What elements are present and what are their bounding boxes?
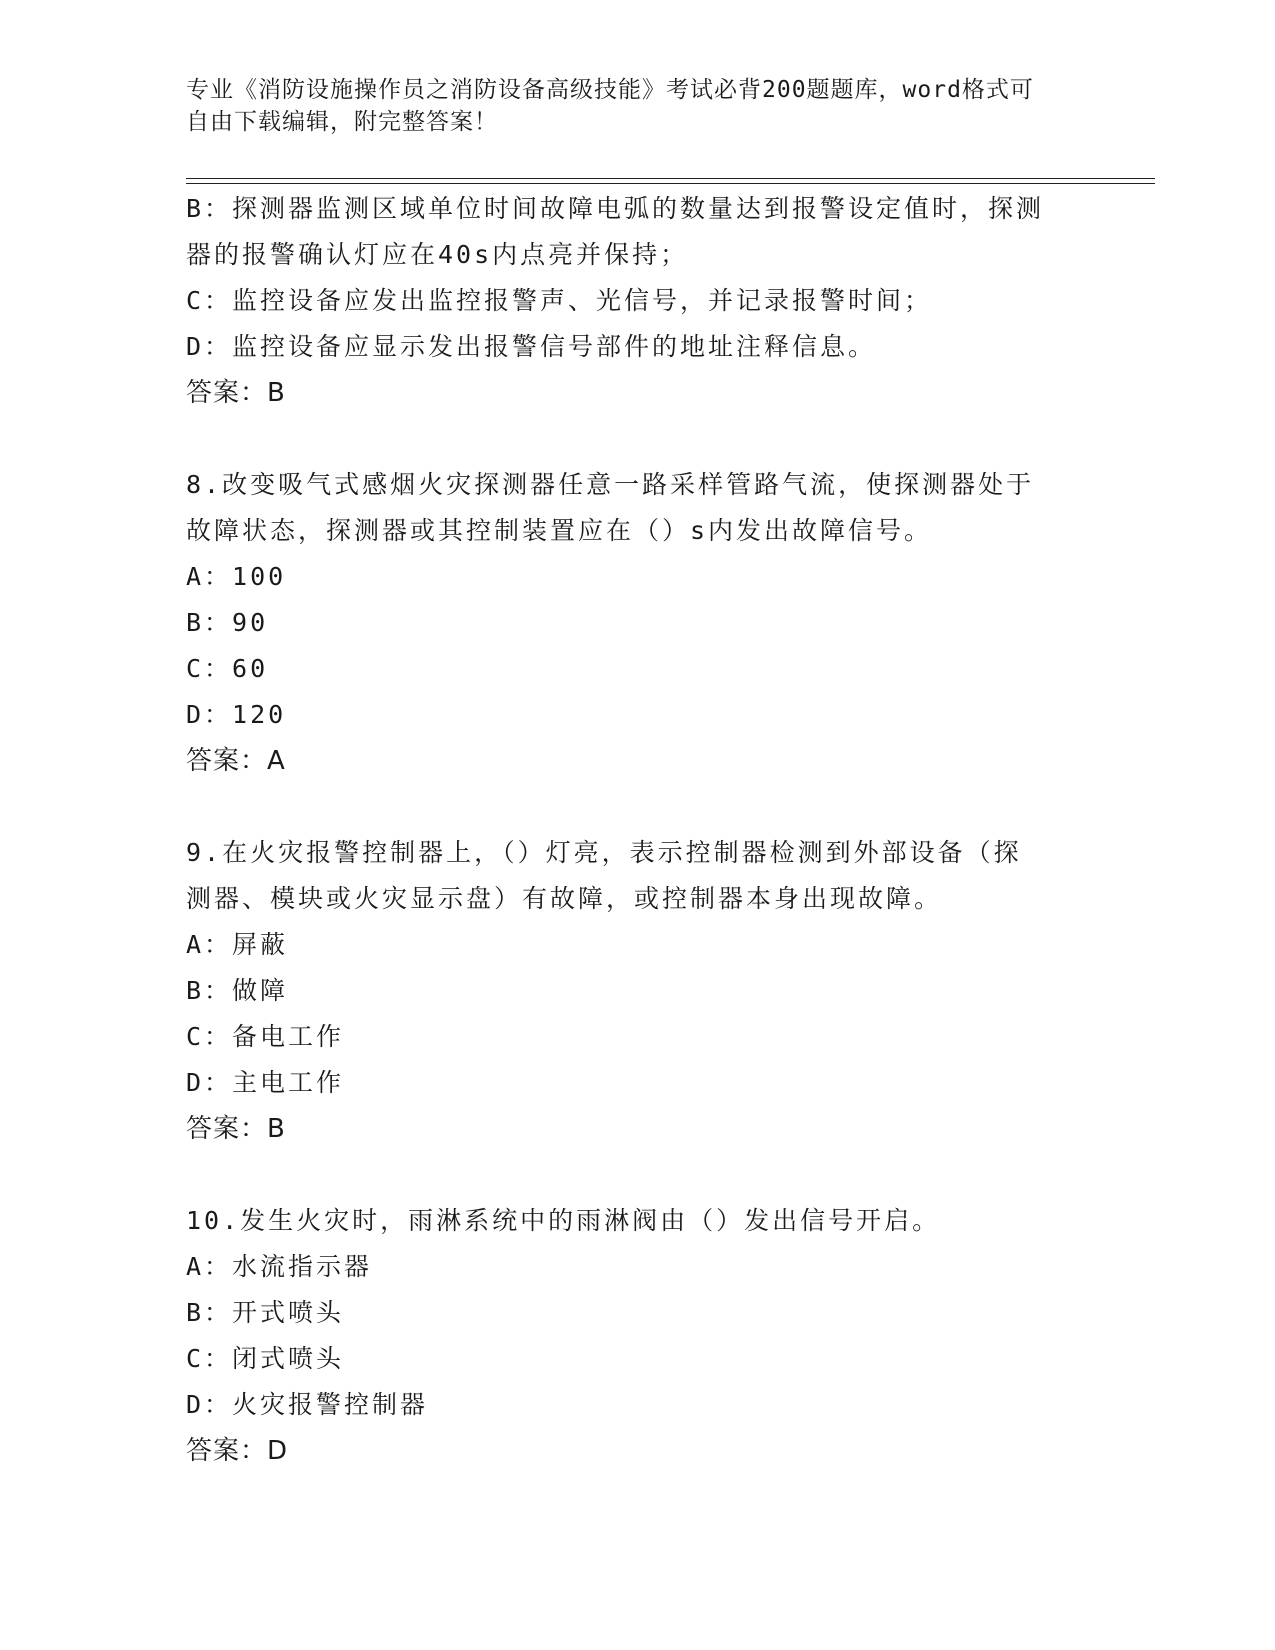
question-stem-line-1: 9.在火灾报警控制器上，（）灯亮，表示控制器检测到外部设备（探 — [186, 838, 1022, 867]
option-b-line-1: B：探测器监测区域单位时间故障电弧的数量达到报警设定值时，探测 — [186, 194, 1045, 223]
spacer — [186, 784, 1146, 830]
option-b-line-2: 器的报警确认灯应在40s内点亮并保持； — [186, 240, 689, 269]
spacer — [186, 1152, 1146, 1198]
answer: 答案：D — [186, 1436, 289, 1466]
spacer — [186, 416, 1146, 462]
option-d: D：120 — [186, 700, 287, 729]
option-a: A：水流指示器 — [186, 1252, 373, 1281]
option-a: A：100 — [186, 562, 287, 591]
option-b: B：做障 — [186, 976, 289, 1005]
header-divider-bottom — [186, 183, 1155, 184]
document-header — [186, 74, 1086, 138]
option-c: C：备电工作 — [186, 1022, 345, 1051]
answer: 答案：B — [186, 1114, 286, 1144]
question-8 — [186, 462, 1146, 784]
question-stem-line-1: 10.发生火灾时，雨淋系统中的雨淋阀由（）发出信号开启。 — [186, 1206, 941, 1235]
answer: 答案：B — [186, 378, 286, 408]
option-c: C：60 — [186, 654, 269, 683]
question-9 — [186, 830, 1146, 1152]
option-d: D：火灾报警控制器 — [186, 1390, 429, 1419]
header-line-1: 专业《消防设施操作员之消防设备高级技能》考试必背200题题库，word格式可 — [186, 77, 1034, 103]
option-b: B：90 — [186, 608, 269, 637]
option-c: C：监控设备应发出监控报警声、光信号，并记录报警时间； — [186, 286, 933, 315]
prev-question — [186, 186, 1146, 416]
question-stem-line-1: 8.改变吸气式感烟火灾探测器任意一路采样管路气流，使探测器处于 — [186, 470, 1035, 499]
option-a: A：屏蔽 — [186, 930, 289, 959]
header-divider-top — [186, 178, 1155, 179]
question-stem-line-2: 故障状态，探测器或其控制装置应在（）s内发出故障信号。 — [186, 516, 933, 545]
question-10 — [186, 1198, 1146, 1474]
question-stem-line-2: 测器、模块或火灾显示盘）有故障，或控制器本身出现故障。 — [186, 884, 943, 913]
option-d: D：监控设备应显示发出报警信号部件的地址注释信息。 — [186, 332, 877, 361]
question-content — [186, 186, 1146, 1474]
option-c: C：闭式喷头 — [186, 1344, 345, 1373]
answer: 答案：A — [186, 746, 286, 776]
option-b: B：开式喷头 — [186, 1298, 345, 1327]
option-d: D：主电工作 — [186, 1068, 345, 1097]
header-line-2: 自由下载编辑，附完整答案！ — [186, 109, 498, 135]
